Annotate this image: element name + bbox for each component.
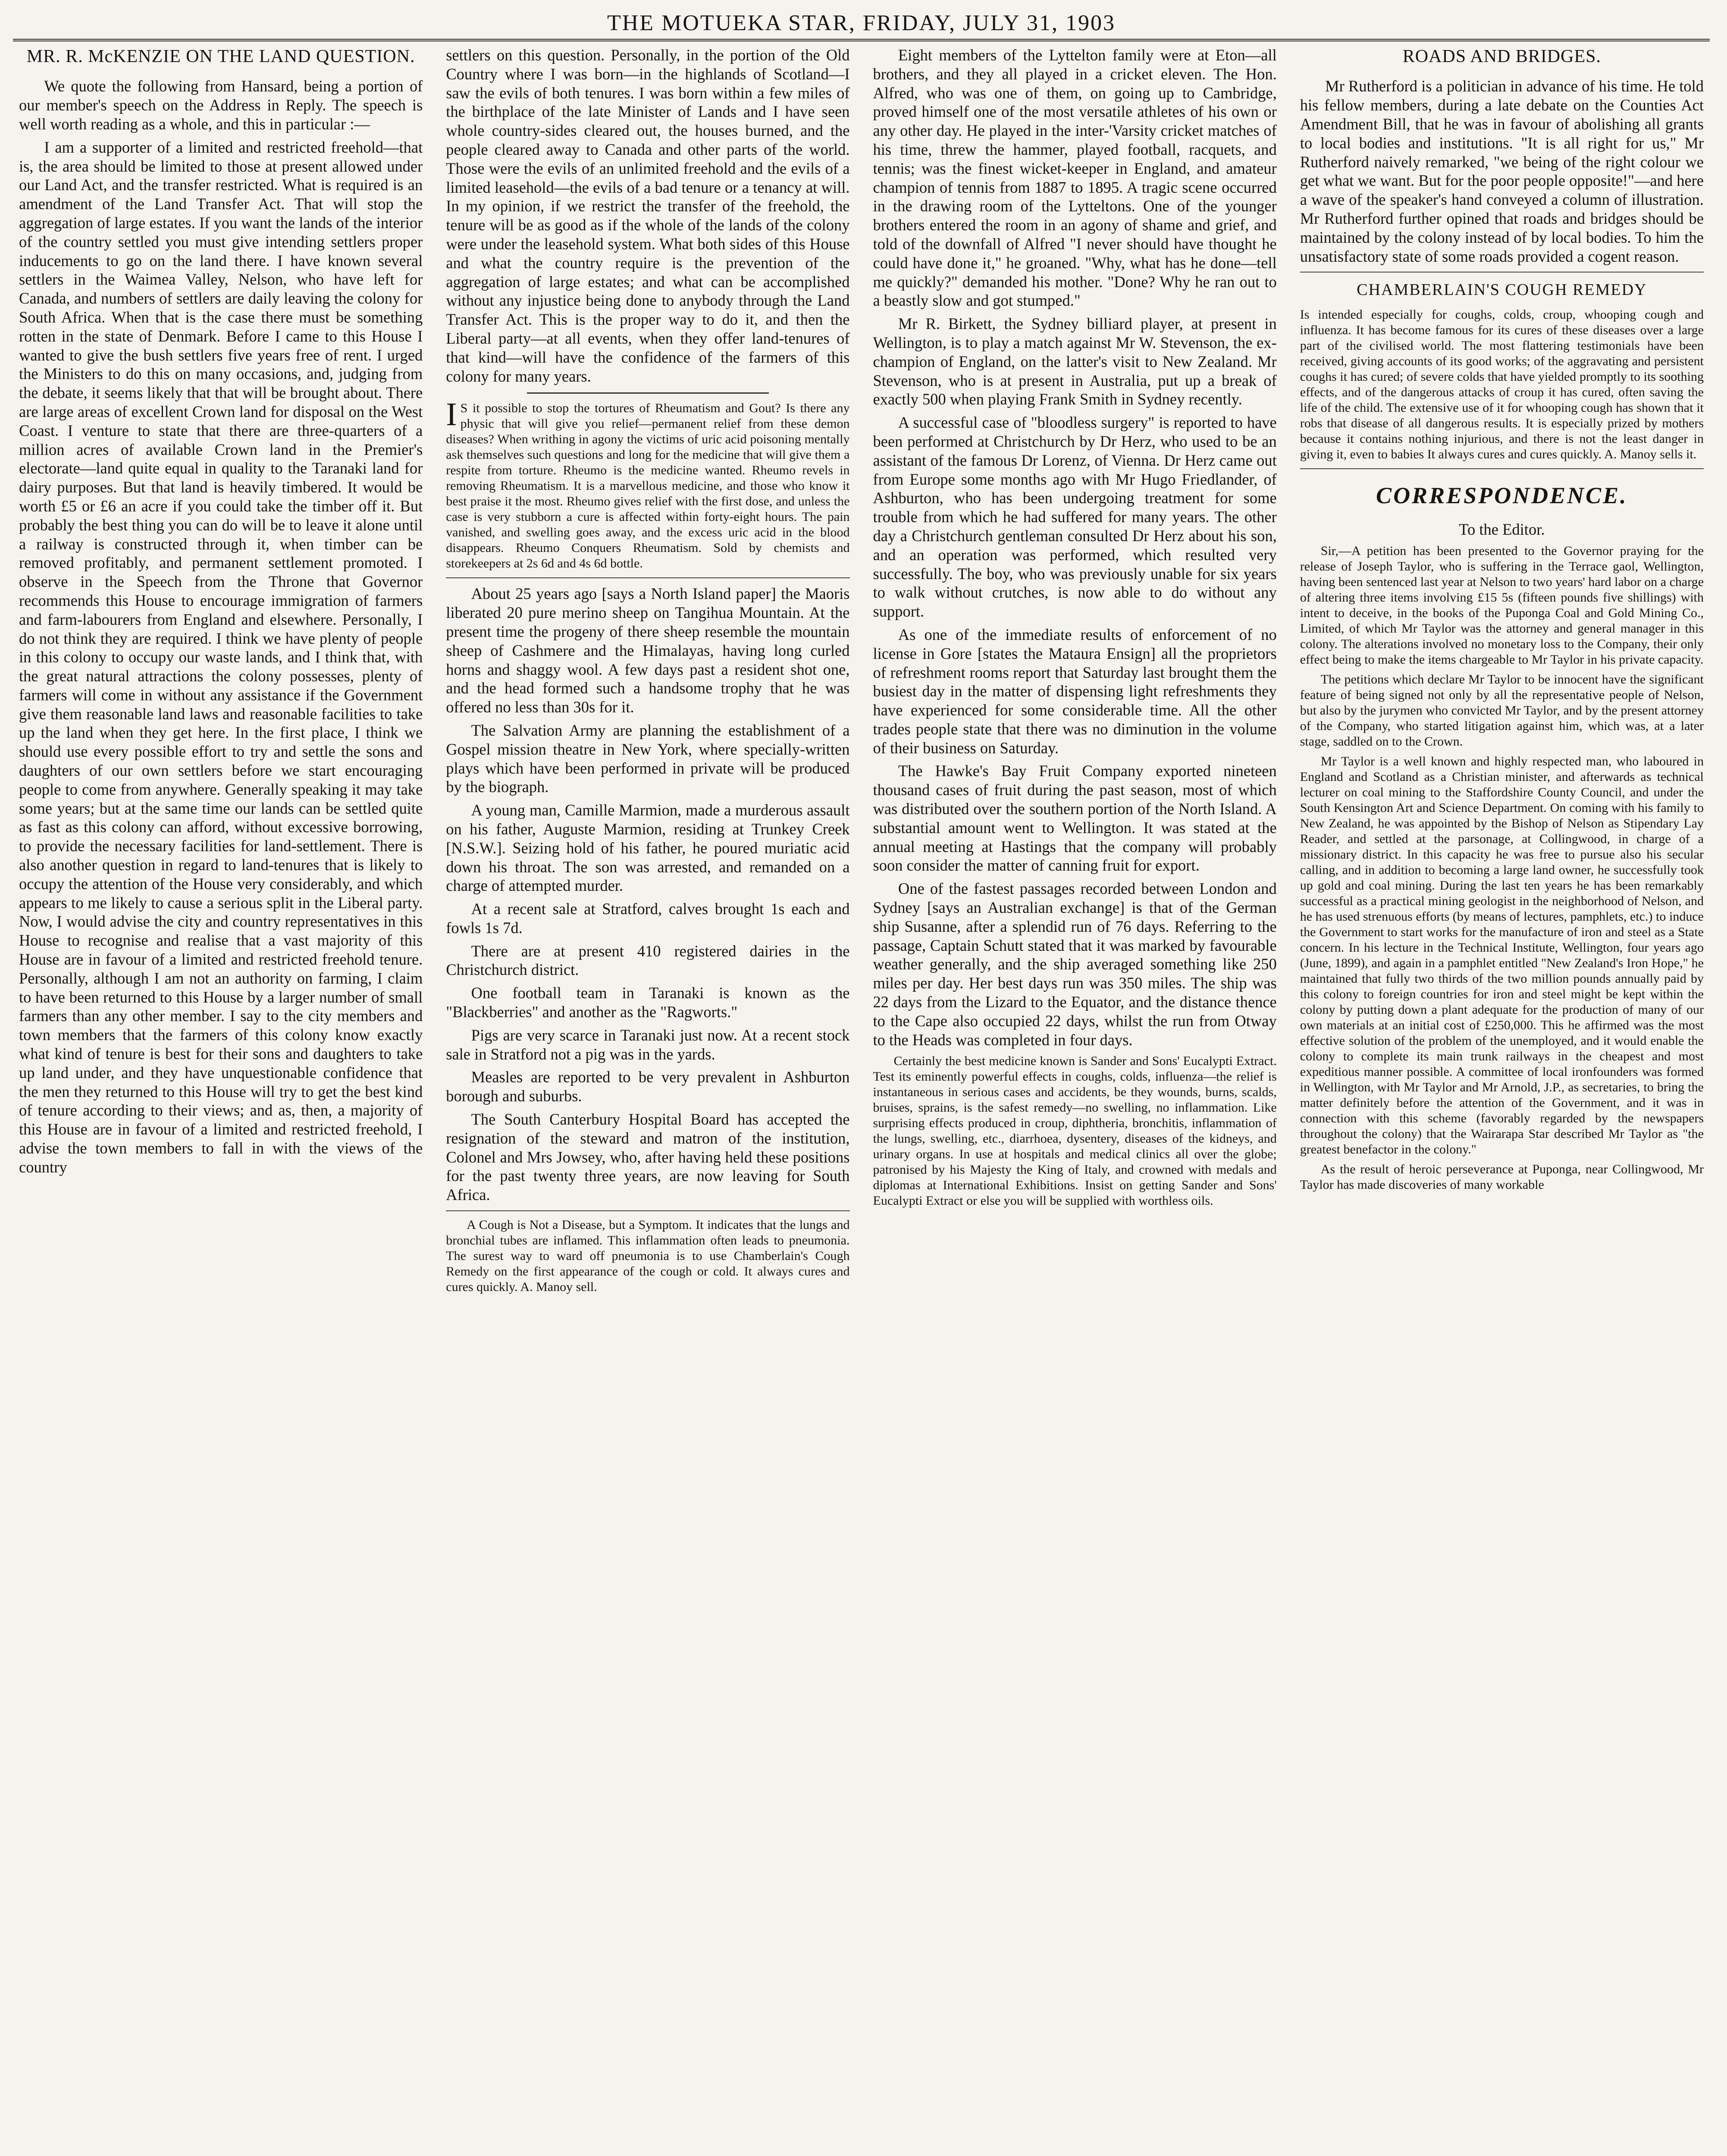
news-item: At a recent sale at Stratford, calves brought 1s each and fowls 1s 7d. (446, 900, 850, 937)
column-4 (1294, 46, 1710, 2156)
divider (1300, 272, 1704, 273)
letter-paragraph: As the result of heroic perseverance at Puponga, near Collingwood, Mr Taylor has made discoveries of many workable (1300, 1162, 1704, 1192)
divider (446, 1210, 849, 1211)
letter-paragraph: Mr Taylor is a well known and highly respected man, who laboured in England and Scotland as a Christian minister, and afterwards as technical lecturer on coal mining to the Staffordshire County Council, and under the South Kensington Art and Science Department. On coming with his family to New Zealand, he was appointed by the Bishop of Nelson as Stipendary Lay Reader, and settled at the parsonage, at Collingwood, in charge of a missionary district. In this capacity he was free to pursue also his secular calling, and in addition to becoming a large land owner, he successfully took up gold and coal mining. During the last ten years he has been remarkably successful as a practical mining geologist in the neighborhood of Nelson, and he has used strenuous efforts (by means of lectures, pamphlets, etc.) to induce the Government to start works for the manufacture of iron and steel as a State concern. In his lecture in the Technical Institute, Wellington, four years ago (June, 1899), and again in a pamphlet entitled "New Zealand's Iron Hope," he maintained that fully two thirds of the two million pounds annually paid by this colony to foreign countries for iron and steel might be kept within the colony by putting down a plant adequate for the production of many of our own materials at an initial cost of £250,000. This he affirmed was the most effective solution of the problem of the unemployed, and it would enable the colony to complete its main trunk railways in the cheapest and most expeditious manner possible. A committee of local ironfounders was formed in Wellington, with Mr Taylor and Mr Arnold, J.P., as secretaries, to bring the matter definitely before the attention of the Government, and it was in connection with this scheme (favorably regarded by the newspapers throughout the colony) that the Wairarapa Star described Mr Taylor as "the greatest benefactor in the colony." (1300, 754, 1704, 1157)
news-item: The Hawke's Bay Fruit Company exported nineteen thousand cases of fruit during the past season, most of which was distributed over the southern portion of the North Island. A substantial amount went to Wellington. It was stated at the annual meeting at Hastings that the company will probably soon consider the matter of canning fruit for export. (873, 762, 1277, 874)
headline-roads-bridges: ROADS AND BRIDGES. (1402, 47, 1601, 66)
article-paragraph: settlers on this question. Personally, in the portion of the Old Country where I was born—in the highlands of Scotland—I saw the evils of both tenures. I was born within a few miles of the birthplace of the late Minister of Lands and I have seen whole country-sides cleared out, the houses burned, and the people cleared away to Canada and other parts of the world. Those were the evils of an unlimited freehold and the evils of a limited leasehold—the evils of a bad tenure or a tenancy at will. In my opinion, if we restrict the transfer of the freehold, the tenure will be as good as if the whole of the lands of the colony were under the leasehold system. What both sides of this House and what the country require is the prevention of the aggregation of large estates; and what can be accomplished without any injustice being done to anybody through the Land Transfer Act. This is the proper way to do it, and then the Liberal party—at all events, when they offer land-tenures of that kind—will have the confidence of the farmers of this colony for many years. (446, 46, 850, 385)
columns (13, 46, 1710, 2156)
advert-cough: A Cough is Not a Disease, but a Symptom. It indicates that the lungs and bronchial tubes are inflamed. This inflammation often leads to pneumonia. The surest way to ward off pneumonia is to use Chamberlain's Cough Remedy on the first appearance of the cough or cold. It always cures and cures quickly. A. Manoy sell. (446, 1218, 850, 1294)
news-item: One football team in Taranaki is known as the "Blackberries" and another as the "Ragworts." (446, 984, 850, 1021)
news-item: A young man, Camille Marmion, made a murderous assault on his father, Auguste Marmion, residing at Trunkey Creek [N.S.W.]. Seizing hold of his father, he poured muriatic acid down his throat. The son was arrested, and remanded on a charge of attempted murder. (446, 801, 850, 895)
article-paragraph: We quote the following from Hansard, being a portion of our member's speech on the Address in Reply. The speech is well worth reading as a whole, and this in particular :— (19, 77, 423, 133)
news-item: The Salvation Army are planning the establishment of a Gospel mission theatre in New York, where specially-written plays which have been performed in private will be produced by the biograph. (446, 721, 850, 796)
masthead: THE MOTUEKA STAR, FRIDAY, JULY 31, 1903 (13, 8, 1710, 41)
advert-title: CHAMBERLAIN'S COUGH REMEDY (1357, 281, 1647, 299)
advert-eucalypti: Certainly the best medicine known is Sander and Sons' Eucalypti Extract. Test its eminently powerful effects in coughs, colds, influenza—the relief is instantaneous in serious cases and accidents, be they wounds, burns, scalds, bruises, sprains, is the safest remedy—no swelling, no inflammation. Like surprising effects produced in croup, diphtheria, bronchitis, inflammation of the lungs, swelling, etc., diarrhoea, dysentery, diseases of the kidneys, and urinary organs. In use at hospitals and medical clinics all over the globe; patronised by his Majesty the King of Italy, and crowned with medals and diplomas at International Exhibitions. Insist on getting Sander and Sons' Eucalypti Extract or else you will be supplied with worthless oils. (873, 1054, 1277, 1208)
news-item: Measles are reported to be very prevalent in Ashburton borough and suburbs. (446, 1068, 850, 1105)
news-item: There are at present 410 registered dairies in the Christchurch district. (446, 942, 850, 979)
letter-paragraph: Sir,—A petition has been presented to the Governor praying for the release of Joseph Taylor, who is suffering in the Terrace gaol, Wellington, having been sentenced last year at Nelson to two years' hard labor on a charge of altering three items involving £15 5s (fifteen pounds five shillings) with intent to deceive, in the books of the Puponga Coal and Gold Mining Co., Limited, of which Mr Taylor was the attorney and general manager in this colony. The alterations involved no monetary loss to the Company, their only effect being to make the items chargeable to Mr Taylor in his private capacity. (1300, 544, 1704, 667)
advert-chamberlain: Is intended especially for coughs, colds, croup, whooping cough and influenza. It has become famous for its cures of these diseases over a large part of the civilised world. The most flattering testimonials have been received, giving accounts of its good works; of the aggravating and persistent coughs it has cured; of severe colds that have yielded promptly to its soothing effects, and of the dangerous attacks of croup it has cured, often saving the life of the child. The extensive use of it for whooping cough has shown that it robs that disease of all dangerous results. It is especially prized by mothers because it contains nothing injurious, and there is not the least danger in giving it, even to babies It always cures and cures quickly. A. Manoy sells it. (1300, 307, 1704, 462)
article-paragraph: I am a supporter of a limited and restricted freehold—that is, the area should be limited to those at present allowed under our Land Act, and the transfer restricted. What is required is an amendment of the Land Transfer Act. That will stop the aggregation of large estates. If you want the lands of the interior of the country settled you must give intending settlers proper inducements to go on the land there. I have known several settlers in the Waimea Valley, Nelson, who have left for Canada, and numbers of settlers are daily leaving the colony for South Africa. When that is the case there must be something rotten in the state of Denmark. Before I came to this House I wanted to give the bush settlers five years free of rent. I urged the Ministers to do this on many occasions, and, judging from the debate, it seems likely that that will be brought about. There are large areas of excellent Crown land for disposal on the West Coast. I venture to state that there are three-quarters of a million acres of available Crown land in the Premier's electorate—land quite equal in quality to the Taranaki land for dairy purposes. But that land is heavily timbered. It would be worth £5 or £6 an acre if you could take the timber off it. But probably the best thing you can do will be to leave it alone until a railway is constructed through it, when timber can be removed profitably, and permanent settlement promoted. I observe in the Speech from the Throne that Governor recommends this House to encourage immigration of farmers and farm-labourers from England and elsewhere. Personally, I do not think they are required. I think we have plenty of people in this colony to occupy our waste lands, and I think that, with the great natural attractions the colony possesses, plenty of farmers will come in without any assistance if the Government give them reasonable land laws and reasonable facilities to take up the land when they get here. In the first place, I think we should use every possible effort to try and settle the sons and daughters of our own settlers before we start encouraging people to come from anywhere. Generally speaking it may take some years; but at the same time our lands can be settled quite as fast as this colony can afford, without excessive borrowing, to provide the necessary facilities for land-settlement. There is also another question in regard to land-tenures that is likely to occupy the attention of the House very considerably, and which appears to me likely to cause a serious split in the Liberal party. Now, I would advise the city and country representatives in this House to recognise and realise that a vast majority of this House are in favour of a limited and restricted freehold tenure. Personally, although I am not an authority on farming, I claim to have been returned to this House by a larger number of small farmers than any other member. I say to the city members and town members that the farmers of this colony know exactly what kind of tenure is best for their sons and daughters to take up land under, and they have unquestionable confidence that the men they returned to this House will try to get the best kind of tenure according to their views; and as, then, a majority of this House are in favour of a limited and restricted freehold, I advise the town members to fall in with the views of the country (19, 138, 423, 1176)
column-1 (13, 46, 429, 2156)
news-item: Mr R. Birkett, the Sydney billiard player, at present in Wellington, is to play a match against Mr W. Stevenson, the ex-champion of England, on the latter's visit to New Zealand. Mr Stevenson, who is at present in Australia, put up a break of exactly 500 when playing Frank Smith in Sydney recently. (873, 315, 1277, 408)
article-paragraph: Mr Rutherford is a politician in advance of his time. He told his fellow members, during a late debate on the Counties Act Amendment Bill, that he was in favour of abolishing all grants to local bodies and institutions. "It is all right for us," Mr Rutherford naively remarked, "we being of the right colour we get what we want. But for the poor people opposite!"—and here a wave of the speaker's hand conveyed a column of illustration. Mr Rutherford further opined that roads and bridges should be maintained by the colony instead of by local bodies. To him the unsatisfactory state of some roads provided a cogent reason. (1300, 77, 1704, 265)
news-item: As one of the immediate results of enforcement of no license in Gore [states the Mataura Ensign] all the proprietors of refreshment rooms report that Saturday last brought them the busiest day in the matter of dispensing light refreshments they have experienced for some considerable time. All the other trades people state that there was no diminution in the volume of their business on Saturday. (873, 625, 1277, 757)
correspondence-heading: CORRESPONDENCE. (1376, 483, 1628, 509)
divider (1300, 468, 1704, 469)
divider (446, 577, 849, 578)
column-2 (440, 46, 856, 2156)
headline-land-question: MR. R. McKENZIE ON THE LAND QUESTION. (26, 47, 415, 66)
divider (527, 392, 769, 394)
to-the-editor: To the Editor. (1459, 520, 1545, 539)
news-item: Eight members of the Lyttelton family were at Eton—all brothers, and they all played in a cricket eleven. The Hon. Alfred, who was one of them, on going up to Cambridge, proved himself one of the most versatile athletes of his own or any other day. He played in the inter-'Varsity cricket matches of his time, threw the hammer, played football, racquets, and tennis; was the finest wicket-keeper in England, and amateur champion of tennis from 1887 to 1895. A tragic scene occurred in the drawing room of the Lytteltons. One of the younger brothers entered the room in an agony of shame and grief, and told of the downfall of Alfred "I never should have thought he could have done it," he groaned. "Why, what has he done—tell me quickly?" demanded his mother. "Done? Why he ran out to a beastly slow and got stumped." (873, 46, 1277, 310)
news-item: One of the fastest passages recorded between London and Sydney [says an Australian exchange] is that of the German ship Susanne, after a splendid run of 76 days. Referring to the passage, Captain Schutt stated that it was marked by favourable weather generally, and the ship averaged something like 250 miles per day. Her best days run was 350 miles. The ship was 22 days from the Lizard to the Equator, and the distance thence to the Cape also occupied 22 days, whilst the run from Otway to the Heads was completed in four days. (873, 880, 1277, 1049)
advert-rheumo: IS it possible to stop the tortures of Rheumatism and Gout? Is there any physic that will give you relief—permanent relief from these demon diseases? When writhing in agony the victims of uric acid poisoning mentally ask themselves such questions and long for the medicine that will give them a respite from torture. Rheumo is the medicine wanted. Rheumo revels in removing Rheumatism. It is a marvellous medicine, and those who know it best praise it the most. Rheumo gives relief with the first dose, and unless the case is very stubborn a cure is affected within forty-eight hours. The pain vanished, and swelling goes away, and the excess uric acid in the blood disappears. Rheumo Conquers Rheumatism. Sold by chemists and storekeepers at 2s 6d and 4s 6d bottle. (446, 396, 850, 571)
letter-paragraph: The petitions which declare Mr Taylor to be innocent have the significant feature of being signed not only by all the representative people of Nelson, but also by the jurymen who convicted Mr Taylor, and by the present attorney of the Company, who started litigation against him, which was, at a later stage, saddled on to the Crown. (1300, 672, 1704, 749)
news-item: About 25 years ago [says a North Island paper] the Maoris liberated 20 pure merino sheep on Tangihua Mountain. At the present time the progeny of there sheep resemble the mountain sheep of Cashmere and the Himalayas, having long curled horns and shaggy wool. A few days past a resident shot one, and the head formed such a handsome trophy that he was offered no less than 30s for it. (446, 585, 850, 716)
news-item: A successful case of "bloodless surgery" is reported to have been performed at Christchurch by Dr Herz, who used to be an assistant of the famous Dr Lorenz, of Vienna. Dr Herz came out from Europe some months ago with Mr Hugo Friedlander, of Ashburton, who has been undergoing treatment for some trouble from which he had suffered for many years. The other day a Christchurch gentleman consulted Dr Herz about his son, and an operation was performed, which resulted very successfully. The boy, who was previously unable for six years to walk without crutches, is now able to do without any support. (873, 414, 1277, 620)
news-item: The South Canterbury Hospital Board has accepted the resignation of the steward and matron of the institution, Colonel and Mrs Jowsey, who, after having held these positions for the past twenty three years, are now leaving for South Africa. (446, 1110, 850, 1204)
news-item: Pigs are very scarce in Taranaki just now. At a recent stock sale in Stratford not a pig was in the yards. (446, 1026, 850, 1063)
column-3 (867, 46, 1283, 2156)
